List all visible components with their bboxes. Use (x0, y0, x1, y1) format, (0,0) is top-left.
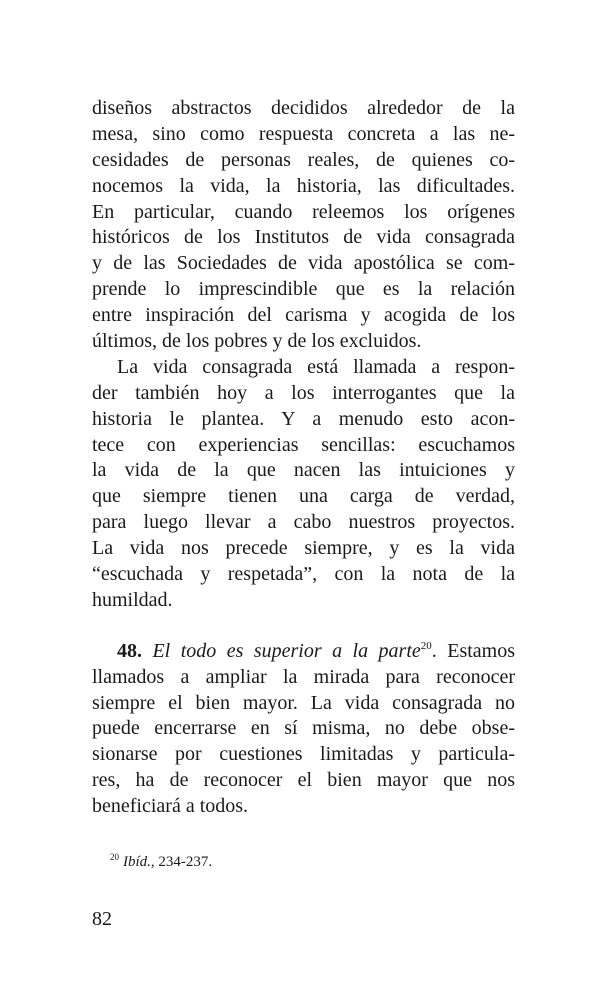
section-number: 48. (117, 639, 142, 662)
text-line: La vida nos precede siempre, y es la vida (92, 537, 515, 560)
footnote-reference[interactable]: 20 (420, 639, 432, 652)
footnote-text: , 234-237. (150, 854, 213, 870)
text-line: mesa, sino como respuesta concreta a las ne- (92, 122, 515, 145)
text-line: diseños abstractos decididos alrededor de la (92, 97, 515, 119)
text-line: sionarse por cuestiones limitadas y particula- (92, 743, 515, 766)
paragraph-2 (92, 355, 515, 614)
section-heading-line (92, 639, 515, 665)
section-title: El todo es superior a la parte (152, 639, 421, 662)
text-line: cesidades de personas reales, de quienes co- (92, 148, 515, 171)
text-line: “escuchada y respetada”, con la nota de la (92, 563, 515, 586)
text-line: der también hoy a los interrogantes que la (92, 381, 515, 404)
text-line: la vida de la que nacen las intuiciones y (92, 459, 515, 482)
text-line: La vida consagrada está llamada a respon- (117, 355, 515, 378)
text-line: En particular, cuando releemos los orígenes (92, 200, 515, 223)
footnote-marker: 20 (110, 852, 119, 862)
text-line: últimos, de los pobres y de los excluidos. (92, 330, 422, 353)
section-first-line-text: . Estamos (431, 639, 516, 662)
text-line: prende lo imprescindible que es la relación (92, 278, 515, 301)
text-line: historia le plantea. Y a menudo esto acon- (92, 407, 515, 430)
text-line: puede encerrarse en sí misma, no debe obse- (92, 717, 515, 740)
footnote-source: Ibíd. (123, 854, 151, 870)
text-line: entre inspiración del carisma y acogida de los (92, 304, 515, 327)
footnote (110, 852, 212, 872)
text-line: llamados a ampliar la mirada para reconocer (92, 665, 515, 688)
text-line: res, ha de reconocer el bien mayor que nos (92, 769, 515, 792)
text-line: nocemos la vida, la historia, las dificultades. (92, 174, 515, 197)
text-line: siempre el bien mayor. La vida consagrada no (92, 691, 515, 714)
paragraph-1 (92, 96, 515, 355)
text-line: que siempre tienen una carga de verdad, (92, 485, 515, 508)
text-line: beneficiará a todos. (92, 795, 249, 818)
text-line: históricos de los Institutos de vida consagrada (92, 226, 515, 249)
page-body (92, 96, 515, 820)
text-line: humildad. (92, 588, 173, 611)
page-number: 82 (92, 908, 112, 930)
text-line: y de las Sociedades de vida apostólica se com- (92, 252, 515, 275)
section-spacer (92, 614, 515, 639)
text-line: tece con experiencias sencillas: escuchamos (92, 433, 515, 456)
text-line: para luego llevar a cabo nuestros proyectos. (92, 511, 515, 534)
section-48 (92, 639, 515, 820)
